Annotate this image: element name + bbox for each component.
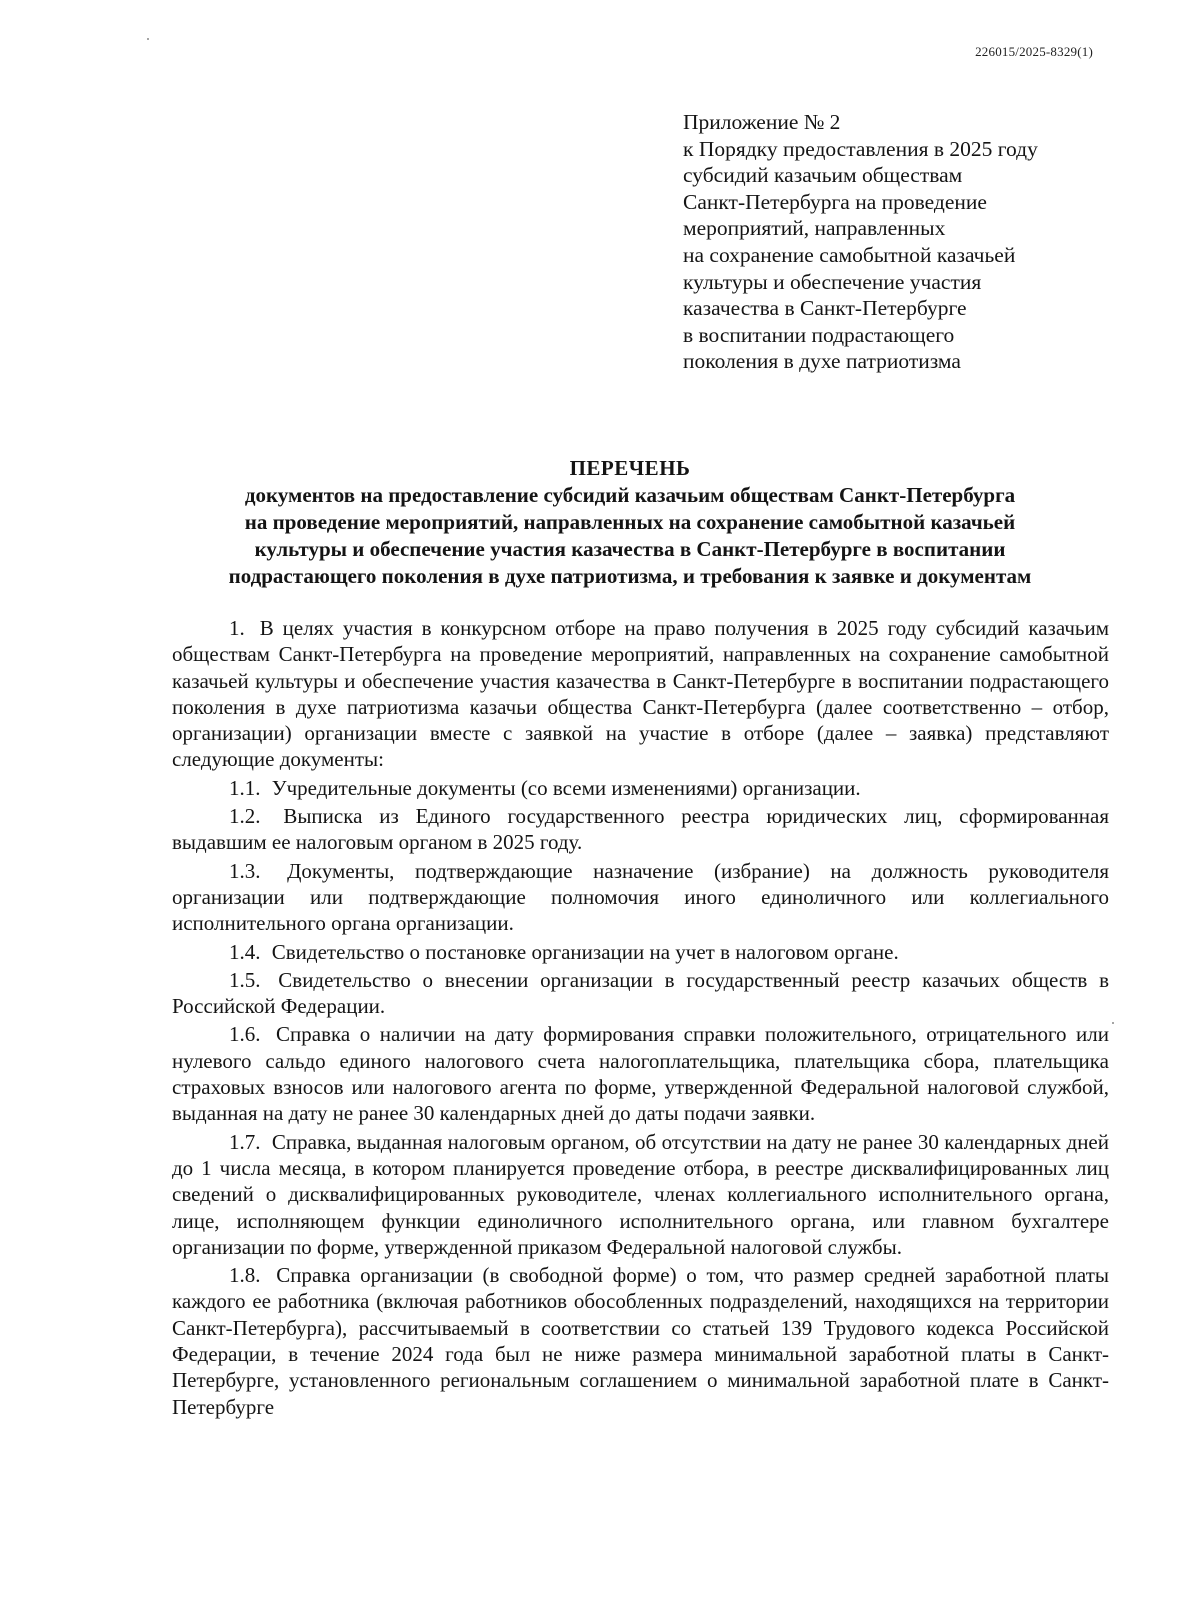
appendix-line: на сохранение самобытной казачьей — [683, 242, 1016, 267]
title-line: на проведение мероприятий, направленных на сохранение самобытной казачьей — [244, 510, 1016, 534]
paragraph-text: Документы, подтверждающие назначение (избрание) на должность руководителя организации или подтверждающие полномочия иного единоличного или коллегиального исполнительного органа организации. — [172, 858, 1109, 936]
appendix-line: к Порядку предоставления в 2025 году — [683, 136, 1038, 161]
paragraph-1-8 — [172, 1262, 1109, 1420]
paragraph-number: 1.2. — [229, 804, 261, 829]
paragraph-text: Справка о наличии на дату формирования справки положительного, отрицательного или нулевого сальдо единого налогового счета налогоплательщика, плательщика сбора, плательщика страховых взносов или налогового агента по форме, утвержденной Федеральной налоговой службой, выданная на дату не ранее 30 календарных дней до даты подачи заявки. — [172, 1022, 1110, 1126]
title-heading: ПЕРЕЧЕНЬ — [569, 456, 691, 480]
paragraph-number: 1.1. — [229, 775, 261, 800]
appendix-line: мероприятий, направленных — [683, 216, 946, 241]
paragraph-1-1 — [172, 775, 1109, 801]
paragraph-text: Учредительные документы (со всеми изменениями) организации. — [271, 775, 861, 800]
paragraph-1-6 — [172, 1021, 1109, 1126]
appendix-line: поколения в духе патриотизма — [683, 349, 961, 374]
appendix-line: в воспитании подрастающего — [683, 322, 955, 347]
scan-speck — [147, 38, 149, 40]
paragraph-text: Справка организации (в свободной форме) о том, что размер средней заработной платы каждого ее работника (включая работников обособленных подразделений, находящихся на территории Санкт-Петербурга), рассчитываемый в соответствии со статьей 139 Трудового кодекса Российской Федерации, в течение 2024 года был не ниже размера минимальной заработной платы в Санкт-Петербурге, установленного региональным соглашением о минимальной заработной плате в Санкт-Петербурге — [172, 1263, 1110, 1419]
appendix-line: казачества в Санкт-Петербурге — [683, 296, 967, 321]
paragraph-1-5 — [172, 967, 1109, 1020]
appendix-line: культуры и обеспечение участия — [683, 269, 982, 294]
appendix-header — [683, 109, 1103, 375]
document-body — [172, 615, 1109, 1420]
paragraph-text: Справка, выданная налоговым органом, об отсутствии на дату не ранее 30 календарных дней до 1 числа месяца, в котором планируется проведение отбора, в реестре дисквалифицированных лиц сведений о дисквалифицированных руководителе, членах коллегиального исполнительного органа, лице, исполняющем функции единоличного исполнительного органа, или главном бухгалтере организации по форме, утвержденной приказом Федеральной налоговой службы. — [172, 1129, 1109, 1259]
paragraph-number: 1.8. — [229, 1263, 261, 1288]
paragraph-text: Выписка из Единого государственного реестра юридических лиц, сформированная выдавшим ее налоговым органом в 2025 году. — [172, 804, 1109, 855]
document-title — [150, 455, 1110, 590]
paragraph-1-7 — [172, 1129, 1109, 1260]
title-line: подрастающего поколения в духе патриотизма, и требования к заявке и документам — [228, 564, 1032, 588]
paragraph-text: Свидетельство о внесении организации в государственный реестр казачьих обществ в Российской Федерации. — [172, 967, 1109, 1019]
appendix-line: Приложение № 2 — [683, 110, 841, 134]
document-number: 226015/2025-8329(1) — [975, 44, 1093, 59]
paragraph-1 — [172, 615, 1109, 773]
appendix-line: Санкт-Петербурга на проведение — [683, 189, 987, 214]
paragraph-number: 1.3. — [229, 858, 261, 883]
paragraph-number: 1. — [229, 616, 245, 640]
paragraph-1-3 — [172, 858, 1109, 937]
paragraph-text: Свидетельство о постановке организации на учет в налоговом органе. — [271, 939, 899, 964]
paragraph-number: 1.7. — [229, 1129, 261, 1154]
appendix-line: субсидий казачьим обществам — [683, 163, 963, 188]
title-line: культуры и обеспечение участия казачества в Санкт-Петербурге в воспитании — [254, 537, 1006, 561]
paragraph-number: 1.6. — [229, 1022, 261, 1047]
paragraph-1-4 — [172, 939, 1109, 965]
paragraph-number: 1.4. — [229, 939, 261, 964]
paragraph-text: В целях участия в конкурсном отборе на право получения в 2025 году субсидий казачьим обществам Санкт-Петербурга на проведение мероприятий, направленных на сохранение самобытной казачьей культуры и обеспечение участия казачества в Санкт-Петербурге в воспитании подрастающего поколения в духе патриотизма казачьи общества Санкт-Петербурга (далее соответственно – отбор, организации) организации вместе с заявкой на участие в отборе (далее – заявка) представляют следующие документы: — [172, 616, 1109, 772]
paragraph-number: 1.5. — [229, 967, 261, 992]
paragraph-1-2 — [172, 803, 1109, 856]
scan-speck — [1112, 1022, 1114, 1024]
title-line: документов на предоставление субсидий казачьим обществам Санкт-Петербурга — [244, 483, 1016, 507]
